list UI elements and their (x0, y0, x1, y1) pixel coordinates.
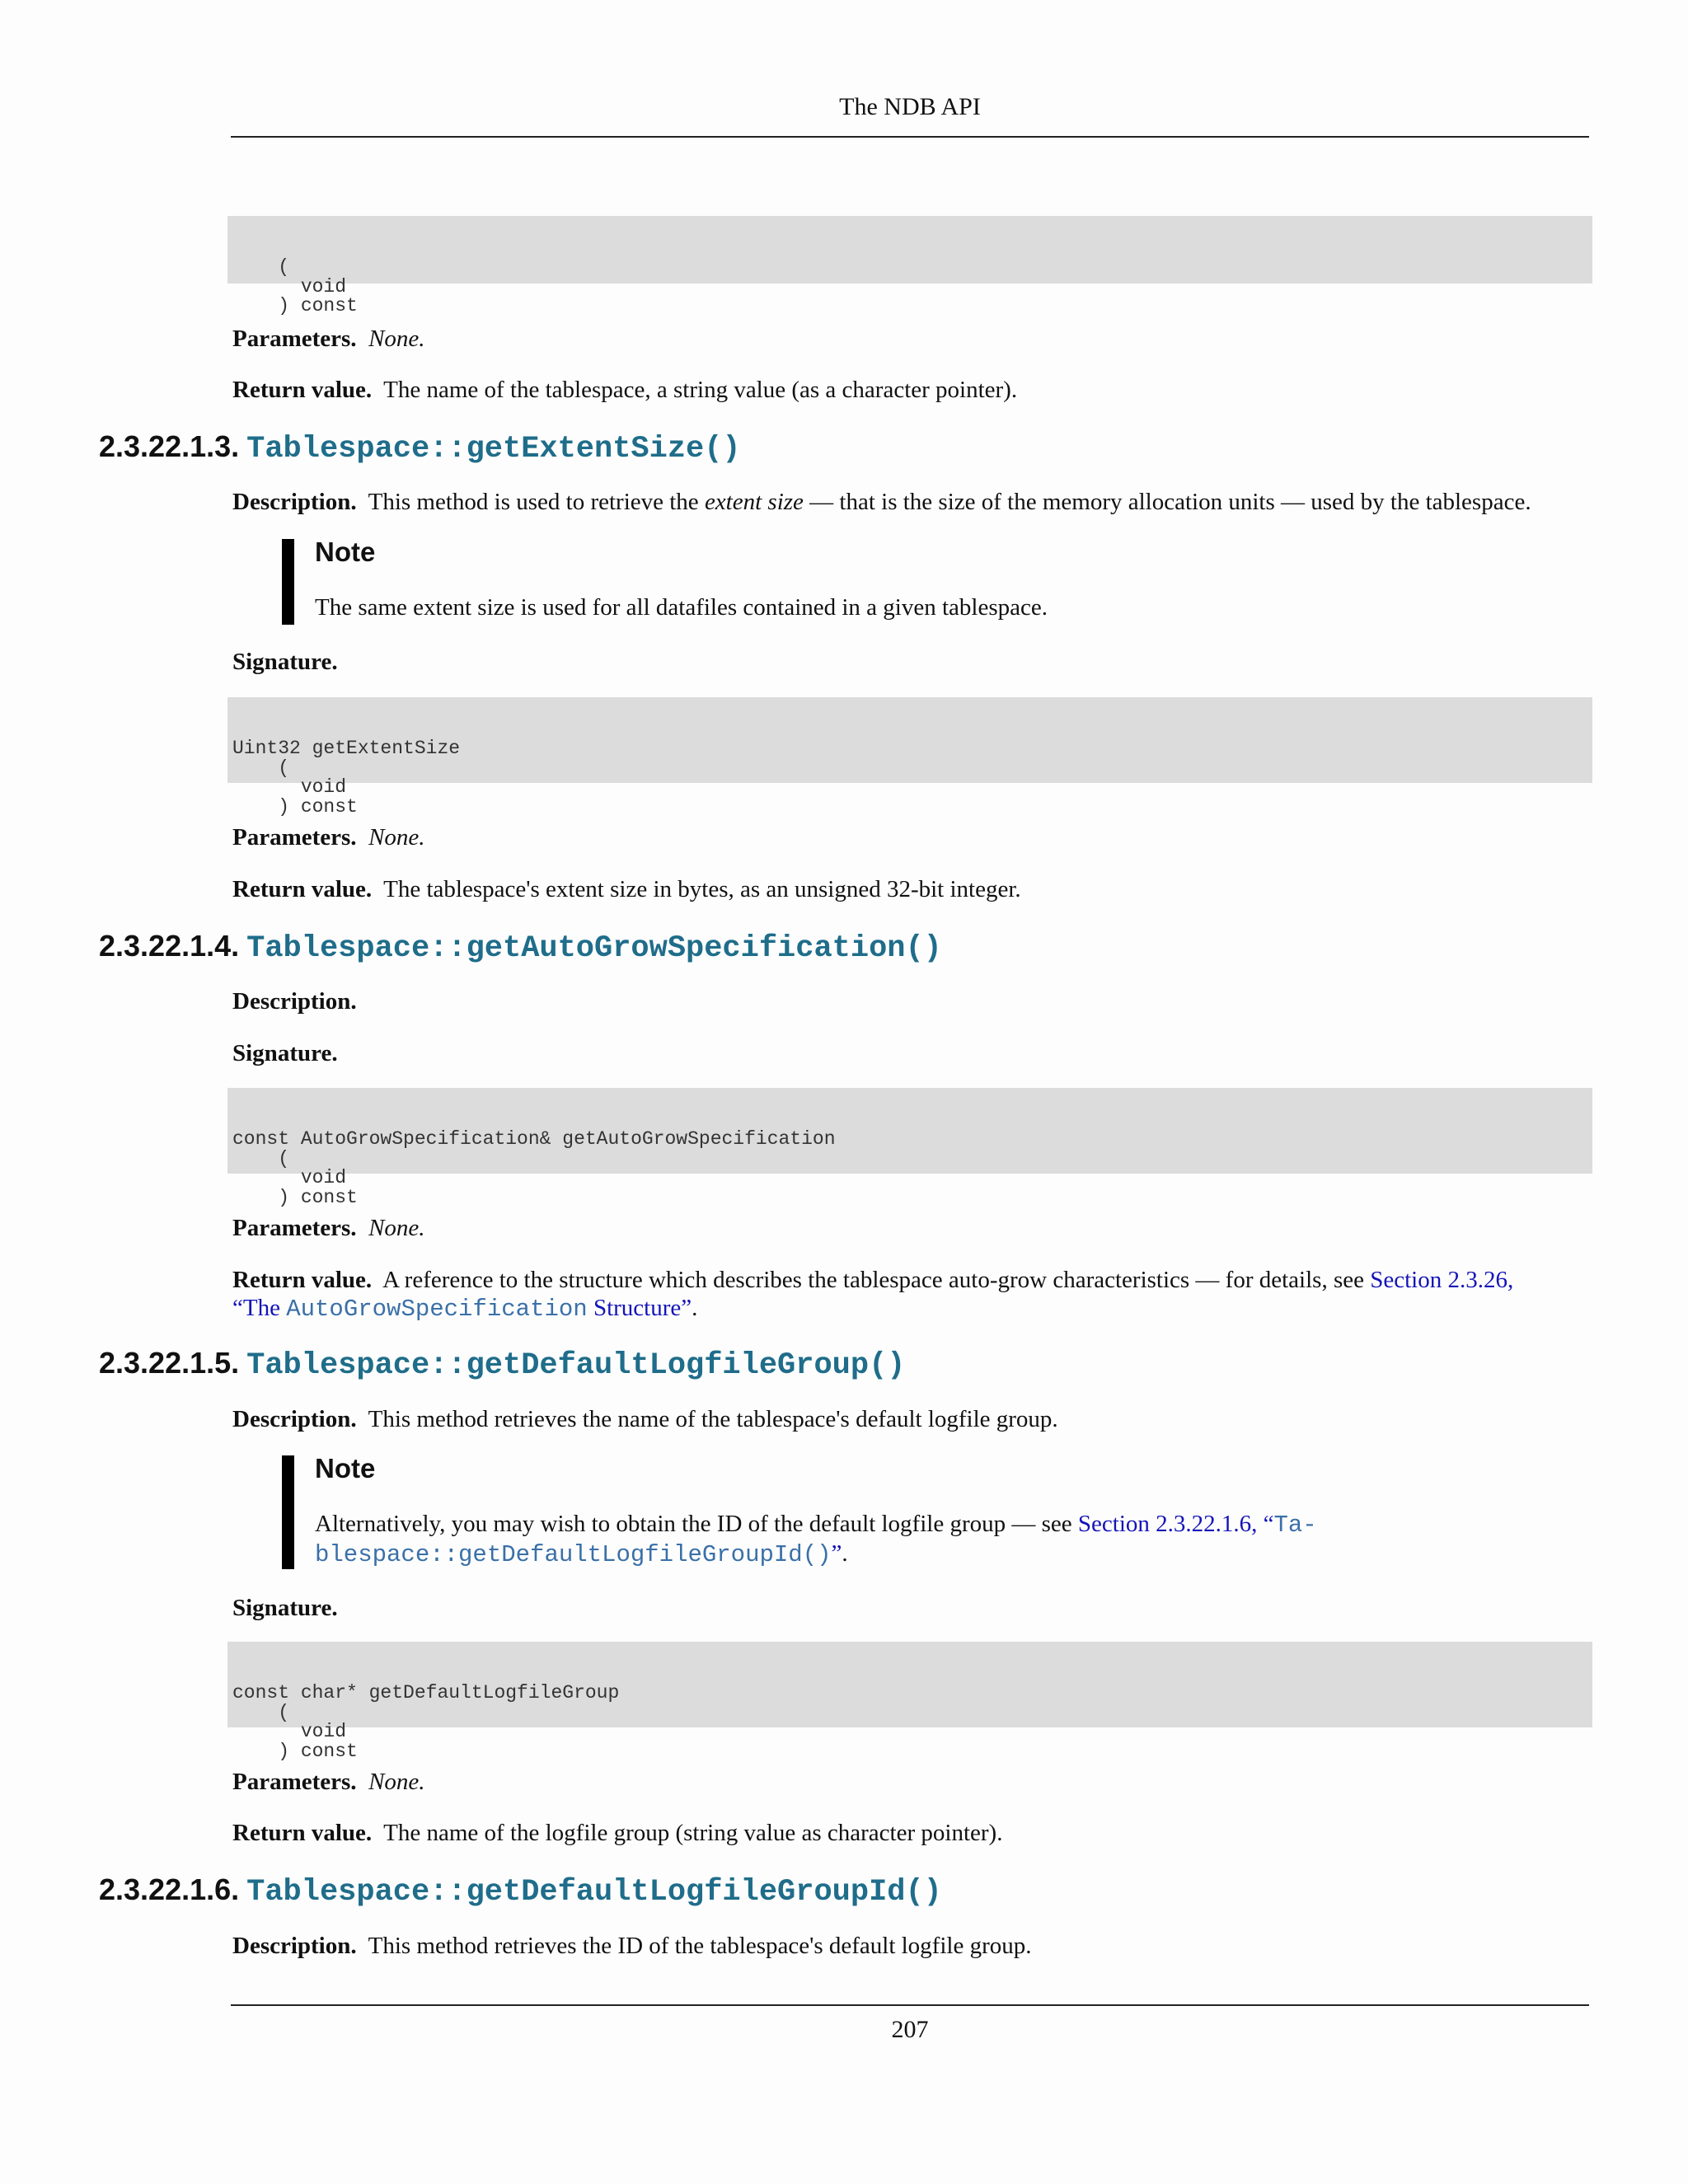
code-line: Uint32 getExtentSize (232, 738, 461, 759)
code-line: ( (232, 1147, 290, 1169)
code-block-get-auto-grow-specification (227, 1088, 1592, 1208)
signature-label (232, 1594, 1592, 1622)
code-line: void (232, 776, 347, 798)
return-value-text: The name of the tablespace, a string value (as a character pointer). (383, 377, 1018, 403)
parameters-label: Parameters. (232, 1215, 357, 1241)
link-title-code: blespace::getDefaultLogfileGroupId() (315, 1541, 832, 1568)
description-paragraph (232, 488, 1592, 516)
note-bar (282, 1455, 294, 1569)
signature-label (232, 1039, 1592, 1067)
code-line: const char* getDefaultLogfileGroup (232, 1682, 620, 1704)
signature-label (232, 648, 1592, 676)
code-line: void (232, 275, 347, 298)
description-text: This method is used to retrieve the (368, 489, 705, 515)
code-line: ) const (232, 1186, 358, 1208)
code-line: void (232, 1167, 347, 1188)
header-rule (231, 136, 1589, 138)
description-text: This method retrieves the name of the tablespace's default logfile group. (368, 1406, 1058, 1432)
running-header: The NDB API (839, 93, 981, 120)
code-line: ( (232, 757, 290, 779)
parameters-label: Parameters. (232, 326, 357, 352)
return-value-end: . (692, 1295, 698, 1321)
note-box (282, 1452, 1592, 1568)
description-emphasis: extent size (704, 489, 804, 515)
note-title: Note (315, 537, 376, 567)
footer-rule (231, 2004, 1589, 2006)
note-box (282, 536, 1592, 626)
code-block-get-extent-size (227, 697, 1592, 818)
return-value-text: The name of the logfile group (string value as character pointer). (383, 1820, 1003, 1846)
description-label: Description. (232, 1406, 357, 1432)
description-label: Description. (232, 988, 357, 1015)
section-function-name: Tablespace::getExtentSize() (246, 432, 741, 466)
section-heading-get-default-logfile-group-id (99, 1872, 1591, 1910)
parameters-paragraph (232, 1214, 1592, 1242)
code-block-get-name-signature (227, 216, 1592, 316)
return-value-paragraph (232, 1819, 1592, 1847)
link-section-number: Section 2.3.22.1.6, “ (1077, 1511, 1274, 1537)
code-line: ) const (232, 795, 358, 818)
parameters-paragraph (232, 823, 1592, 851)
parameters-label: Parameters. (232, 1769, 357, 1795)
section-heading-get-extent-size (99, 429, 1591, 467)
section-number: 2.3.22.1.4. (99, 929, 240, 963)
section-heading-get-default-logfile-group (99, 1345, 1591, 1384)
return-value-paragraph (232, 376, 1592, 404)
note-text (315, 1510, 1403, 1569)
description-label: Description. (232, 489, 357, 515)
description-text: — that is the size of the memory allocation units — used by the tablespace. (803, 489, 1531, 515)
description-paragraph (232, 1405, 1592, 1433)
link-title-code: AutoGrowSpecification (286, 1296, 588, 1323)
description-paragraph (232, 987, 1592, 1015)
parameters-value: None. (368, 824, 425, 851)
page-number: 207 (891, 2016, 929, 2043)
note-title: Note (315, 1453, 376, 1483)
code-line: ) const (232, 1740, 358, 1762)
code-line: const AutoGrowSpecification& getAutoGrowSpecification (232, 1128, 836, 1150)
link-title-start: “The (232, 1295, 287, 1321)
code-block-get-default-logfile-group (227, 1642, 1592, 1762)
return-value-label: Return value. (232, 1267, 373, 1293)
description-text: This method retrieves the ID of the tablespace's default logfile group. (368, 1933, 1032, 1959)
section-heading-get-auto-grow-specification (99, 928, 1591, 967)
return-value-label: Return value. (232, 377, 373, 403)
parameters-label: Parameters. (232, 824, 357, 851)
signature-label-text: Signature. (232, 649, 338, 675)
section-function-name: Tablespace::getAutoGrowSpecification() (246, 931, 942, 966)
note-text: The same extent size is used for all datafiles contained in a given tablespace. (315, 594, 1048, 621)
section-number: 2.3.22.1.6. (99, 1872, 240, 1906)
code-line: ( (232, 1701, 290, 1723)
parameters-value: None. (368, 1215, 425, 1241)
note-text-start: Alternatively, you may wish to obtain the ID of the default logfile group — see (315, 1511, 1078, 1537)
link-section-number: Section 2.3.26, (1370, 1267, 1514, 1293)
signature-label-text: Signature. (232, 1595, 338, 1621)
note-bar (282, 539, 294, 625)
link-title-code: Ta- (1273, 1511, 1317, 1539)
link-title-end: ” (831, 1540, 842, 1567)
return-value-paragraph (232, 875, 1592, 903)
code-line: ( (232, 256, 290, 278)
section-function-name: Tablespace::getDefaultLogfileGroup() (246, 1348, 906, 1383)
section-number: 2.3.22.1.3. (99, 429, 240, 463)
parameters-paragraph (232, 325, 1592, 353)
signature-label-text: Signature. (232, 1040, 338, 1066)
parameters-value: None. (368, 326, 425, 352)
parameters-paragraph (232, 1768, 1592, 1796)
description-label: Description. (232, 1933, 357, 1959)
parameters-value: None. (368, 1769, 425, 1795)
return-value-label: Return value. (232, 876, 373, 902)
note-text-end: . (842, 1540, 848, 1567)
return-value-paragraph (232, 1266, 1592, 1324)
link-title-end: Structure” (587, 1295, 692, 1321)
return-value-text: A reference to the structure which describes the tablespace auto-grow characteristics — for details, see (382, 1267, 1371, 1293)
section-number: 2.3.22.1.5. (99, 1346, 240, 1380)
code-line: ) const (232, 295, 358, 316)
code-line: void (232, 1721, 347, 1742)
return-value-text: The tablespace's extent size in bytes, as an unsigned 32-bit integer. (383, 876, 1021, 902)
description-paragraph (232, 1932, 1592, 1960)
return-value-label: Return value. (232, 1820, 373, 1846)
section-function-name: Tablespace::getDefaultLogfileGroupId() (246, 1875, 942, 1910)
